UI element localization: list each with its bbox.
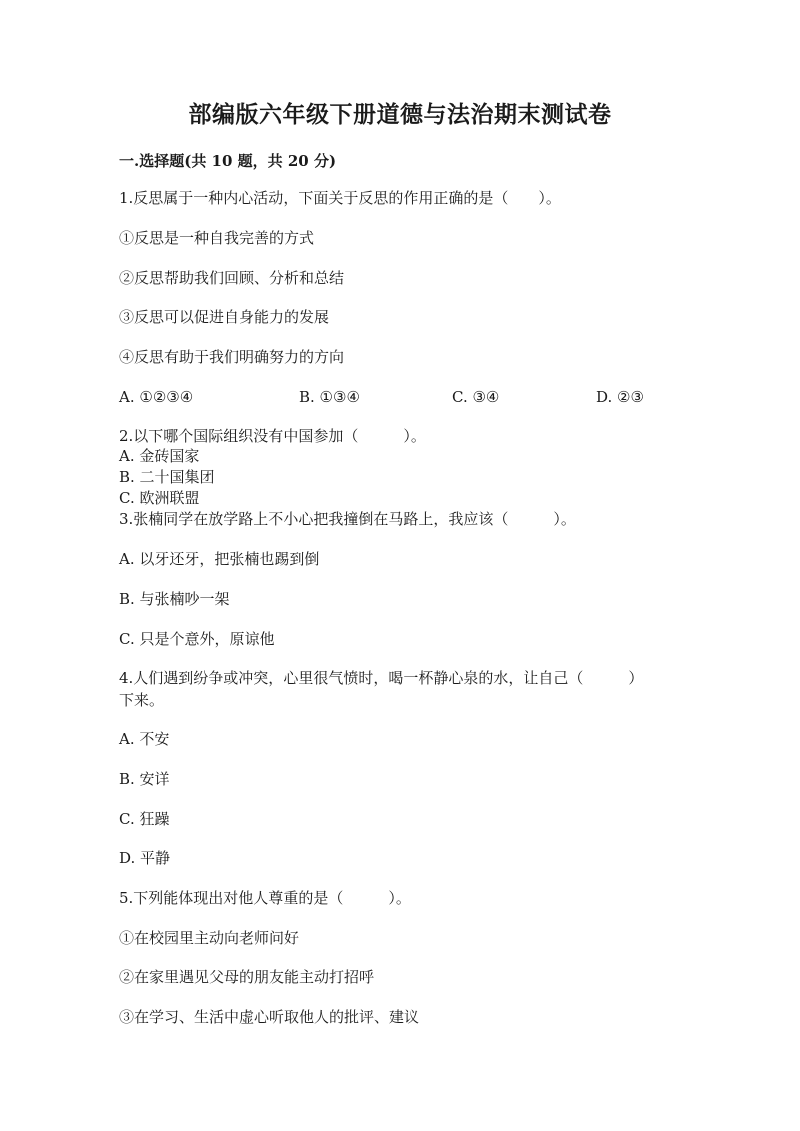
question-1-stem: 1.反思属于一种内心活动，下面关于反思的作用正确的是（ ）。 [119,189,561,207]
question-4-stem-line-1: 4.人们遇到纷争或冲突，心里很气愤时，喝一杯静心泉的水，让自己（ ） [119,669,644,687]
question-4-option-a: A. 不安 [119,730,170,748]
question-5-stem: 5.下列能体现出对他人尊重的是（ ）。 [119,889,411,907]
question-1-option-a: A. ①②③④ [119,388,194,406]
question-5-statement-1: ①在校园里主动向老师问好 [119,929,300,947]
question-2-option-c: C. 欧洲联盟 [119,489,200,507]
page-title: 部编版六年级下册道德与法治期末测试卷 [188,101,612,128]
question-2-option-b: B. 二十国集团 [119,468,215,486]
question-1-statement-1: ①反思是一种自我完善的方式 [119,229,315,247]
question-1-options [119,386,679,408]
question-2-stem: 2.以下哪个国际组织没有中国参加（ ）。 [119,427,426,445]
question-4-stem-line-2: 下来。 [119,691,165,709]
question-1-statement-2: ②反思帮助我们回顾、分析和总结 [119,269,345,287]
section-heading: 一.选择题(共 10 题，共 20 分) [119,152,337,170]
question-3-option-c: C. 只是个意外，原谅他 [119,630,275,648]
question-1-option-c: C. ③④ [452,388,500,406]
question-4-option-c: C. 狂躁 [119,810,170,828]
question-5-statement-3: ③在学习、生活中虚心听取他人的批评、建议 [119,1008,420,1026]
question-1-statement-3: ③反思可以促进自身能力的发展 [119,308,330,326]
question-3-option-b: B. 与张楠吵一架 [119,590,230,608]
question-1-option-b: B. ①③④ [299,388,360,406]
question-1-option-d: D. ②③ [596,388,644,406]
question-4-option-b: B. 安详 [119,770,170,788]
question-2-option-a: A. 金砖国家 [119,447,200,465]
question-1-statement-4: ④反思有助于我们明确努力的方向 [119,348,345,366]
question-3-option-a: A. 以牙还牙，把张楠也踢到倒 [119,550,320,568]
question-3-stem: 3.张楠同学在放学路上不小心把我撞倒在马路上，我应该（ ）。 [119,510,576,528]
question-4-option-d: D. 平静 [119,849,171,867]
question-5-statement-2: ②在家里遇见父母的朋友能主动打招呼 [119,968,375,986]
